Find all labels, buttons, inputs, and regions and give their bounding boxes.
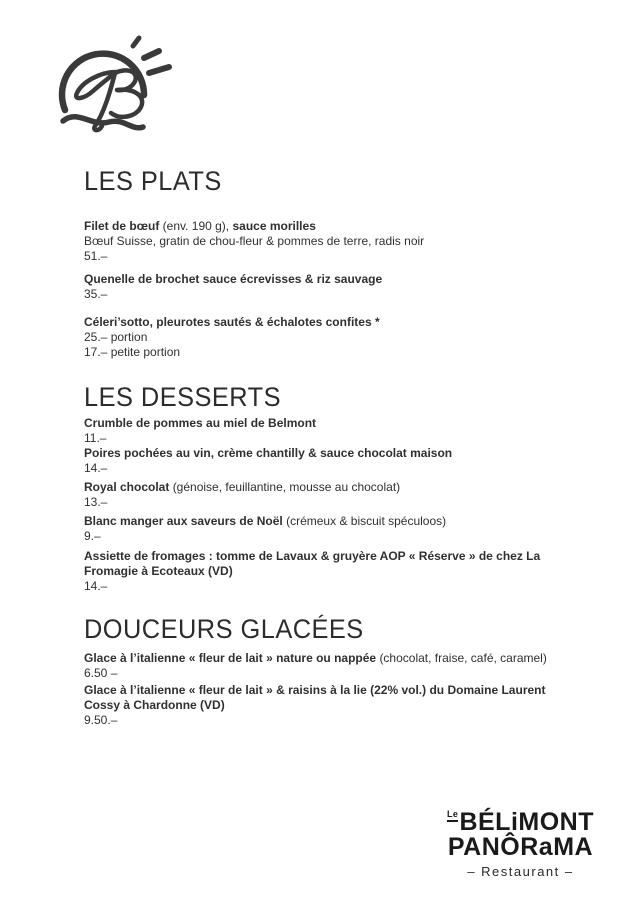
menu-item-crumble — [84, 416, 586, 446]
menu-item-quenelle — [84, 272, 586, 302]
menu-item-royal-chocolat — [84, 480, 586, 510]
menu-item-filet-de-boeuf — [84, 219, 586, 264]
menu-content — [84, 168, 586, 728]
item-title: Blanc manger aux saveurs de Noël (crémeux & biscuit spéculoos) — [84, 514, 447, 528]
item-price: 51.– — [84, 249, 108, 263]
restaurant-wordmark — [447, 810, 594, 879]
wordmark-line-1 — [447, 810, 594, 835]
item-title: Crumble de pommes au miel de Belmont — [84, 416, 317, 430]
wordmark-tagline: – Restaurant – — [467, 864, 574, 879]
item-price: 17.– petite portion — [84, 345, 181, 359]
section-title-douceurs-glacees: DOUCEURS GLACÉES — [84, 614, 364, 644]
wordmark-belimont: BÉLiMONT — [459, 808, 594, 836]
item-title: Glace à l’italienne « fleur de lait » nature ou nappée (chocolat, fraise, café, caramel) — [84, 651, 547, 665]
item-title: Quenelle de brochet sauce écrevisses & riz sauvage — [84, 272, 383, 286]
item-title: Royal chocolat (génoise, feuillantine, mousse au chocolat) — [84, 480, 401, 494]
menu-item-poires — [84, 446, 586, 476]
menu-item-glace-raisins — [84, 683, 586, 728]
item-description: Bœuf Suisse, gratin de chou-fleur & pommes de terre, radis noir — [84, 234, 425, 248]
item-title: Filet de bœuf (env. 190 g), sauce morilles — [84, 219, 316, 233]
belimont-sun-b-logo — [56, 34, 186, 139]
wordmark-line-2 — [447, 835, 594, 860]
item-title: Poires pochées au vin, crème chantilly & sauce chocolat maison — [84, 446, 453, 460]
menu-item-assiette-fromages — [84, 549, 586, 594]
menu-item-celerisotto — [84, 315, 586, 360]
item-price: 9.– — [84, 529, 101, 543]
menu-item-glace-nature — [84, 651, 586, 681]
menu-item-blanc-manger — [84, 514, 586, 544]
item-title: Glace à l’italienne « fleur de lait » & raisins à la lie (22% vol.) du Domaine Laurent Cossy à Chardonne (VD) — [84, 683, 546, 712]
item-price: 35.– — [84, 287, 108, 301]
wordmark-le: Le — [447, 810, 459, 822]
item-price: 11.– — [84, 431, 107, 445]
wordmark-panorama: PANÔRaMA — [447, 833, 594, 861]
section-title-les-desserts: LES DESSERTS — [84, 382, 282, 412]
item-title: Assiette de fromages : tomme de Lavaux & gruyère AOP « Réserve » de chez La Fromagie à Ecoteaux (VD) — [84, 549, 541, 578]
item-price: 14.– — [84, 461, 108, 475]
item-price: 6.50 – — [84, 666, 118, 680]
item-price: 25.– portion — [84, 330, 148, 344]
item-price: 13.– — [84, 495, 108, 509]
section-title-les-plats: LES PLATS — [84, 166, 222, 196]
item-title: Céleri’sotto, pleurotes sautés & échalotes confites * — [84, 315, 380, 329]
item-price: 14.– — [84, 579, 108, 593]
item-price: 9.50.– — [84, 713, 118, 727]
sun-b-monogram-icon — [56, 34, 186, 139]
